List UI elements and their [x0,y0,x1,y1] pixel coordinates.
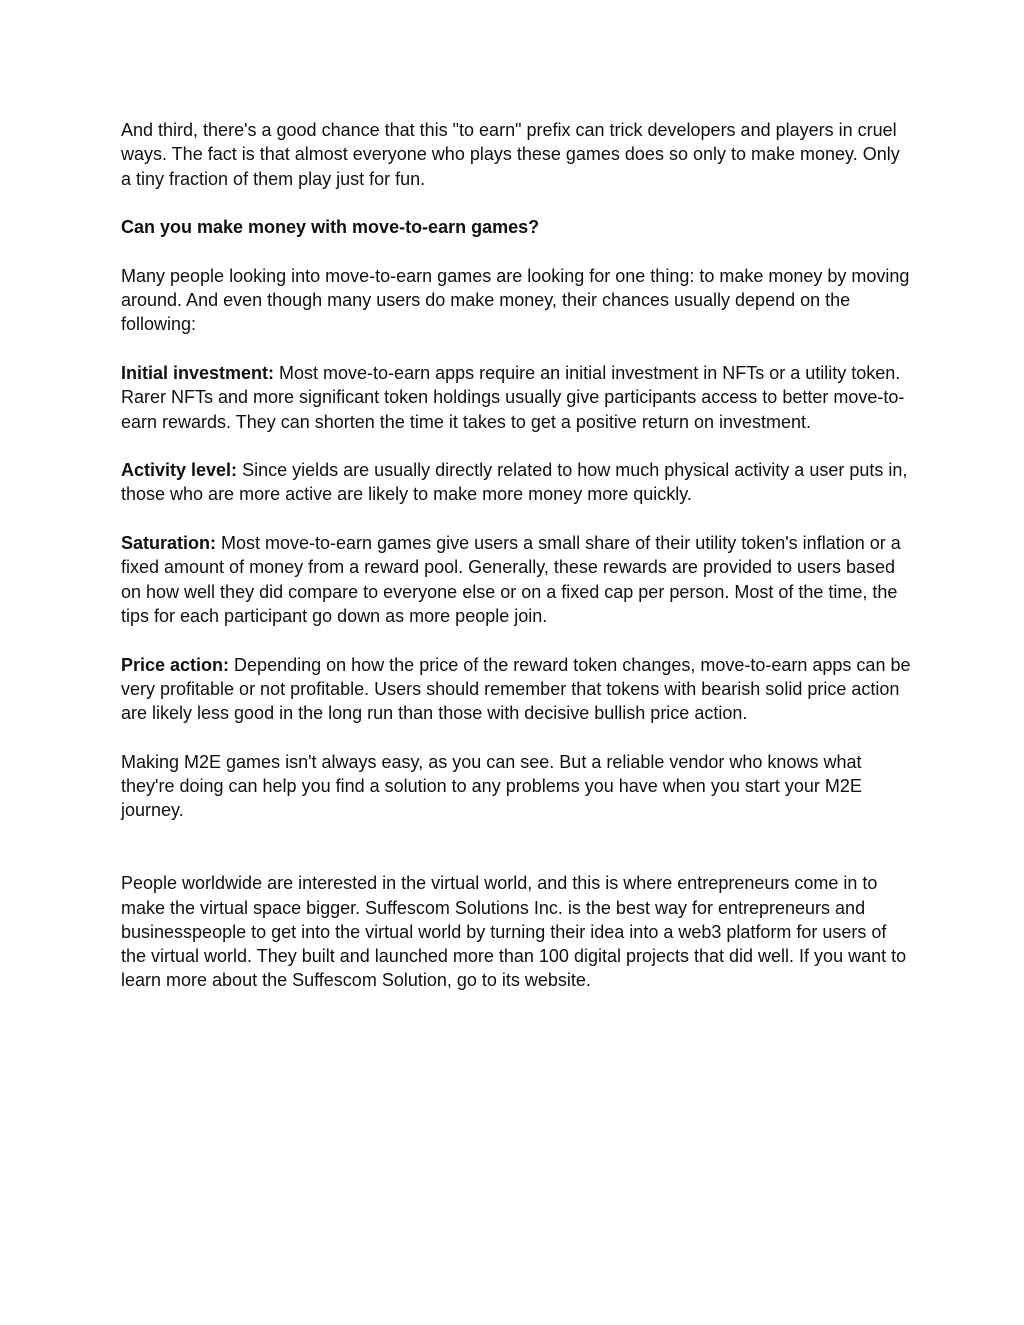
factor-text: Since yields are usually directly related to how much physical activity a user puts in, those who are more active are likely to make more money more quickly. [121,460,908,505]
factor-price-action [121,653,911,726]
section-intro-paragraph: Many people looking into move-to-earn games are looking for one thing: to make money by moving around. And even though many users do make money, their chances usually depend on the following: [121,265,910,335]
factor-activity-level [121,458,911,507]
closing-paragraph: Making M2E games isn't always easy, as you can see. But a reliable vendor who knows what they're doing can help you find a solution to any problems you have when you start your M2E journey. [121,751,862,821]
factor-initial-investment [121,361,911,434]
factor-term: Saturation: [121,533,217,554]
spacer [121,725,911,749]
factor-term: Price action: [121,654,230,675]
spacer [121,337,911,361]
spacer [121,507,911,531]
factor-term: Activity level: [121,460,238,481]
spacer [121,823,911,872]
factor-saturation [121,531,911,628]
document-page [121,118,911,993]
final-paragraph: People worldwide are interested in the virtual world, and this is where entrepreneurs come in to make the virtual space bigger. Suffescom Solutions Inc. is the best way for entrepreneurs and businesspeople to get into the virtual world by turning their idea into a web3 platform for users of the virtual world. They built and launched more than 100 digital projects that did well. If you want to learn more about the Suffescom Solution, go to its website. [121,873,907,991]
section-heading: Can you make money with move-to-earn games? [121,217,540,238]
spacer [121,191,911,215]
factor-text: Most move-to-earn games give users a small share of their utility token's inflation or a fixed amount of money from a reward pool. Generally, these rewards are provided to users based on how well they did compare to everyone else or on a fixed cap per person. Most of the time, the tips for each participant go down as more people join. [121,533,901,626]
intro-paragraph: And third, there's a good chance that this "to earn" prefix can trick developers and players in cruel ways. The fact is that almost everyone who plays these games does so only to make money. Only a tiny fraction of them play just for fun. [121,120,900,189]
factor-term: Initial investment: [121,362,275,383]
factor-text: Depending on how the price of the reward token changes, move-to-earn apps can be very profitable or not profitable. Users should remember that tokens with bearish solid price action are likely less good in the long run than those with decisive bullish price action. [121,654,911,724]
factor-text: Most move-to-earn apps require an initial investment in NFTs or a utility token. Rarer NFTs and more significant token holdings usually give participants access to better move-to-earn rewards. They can shorten the time it takes to get a positive return on investment. [121,362,905,432]
spacer [121,239,911,263]
spacer [121,434,911,458]
spacer [121,628,911,652]
